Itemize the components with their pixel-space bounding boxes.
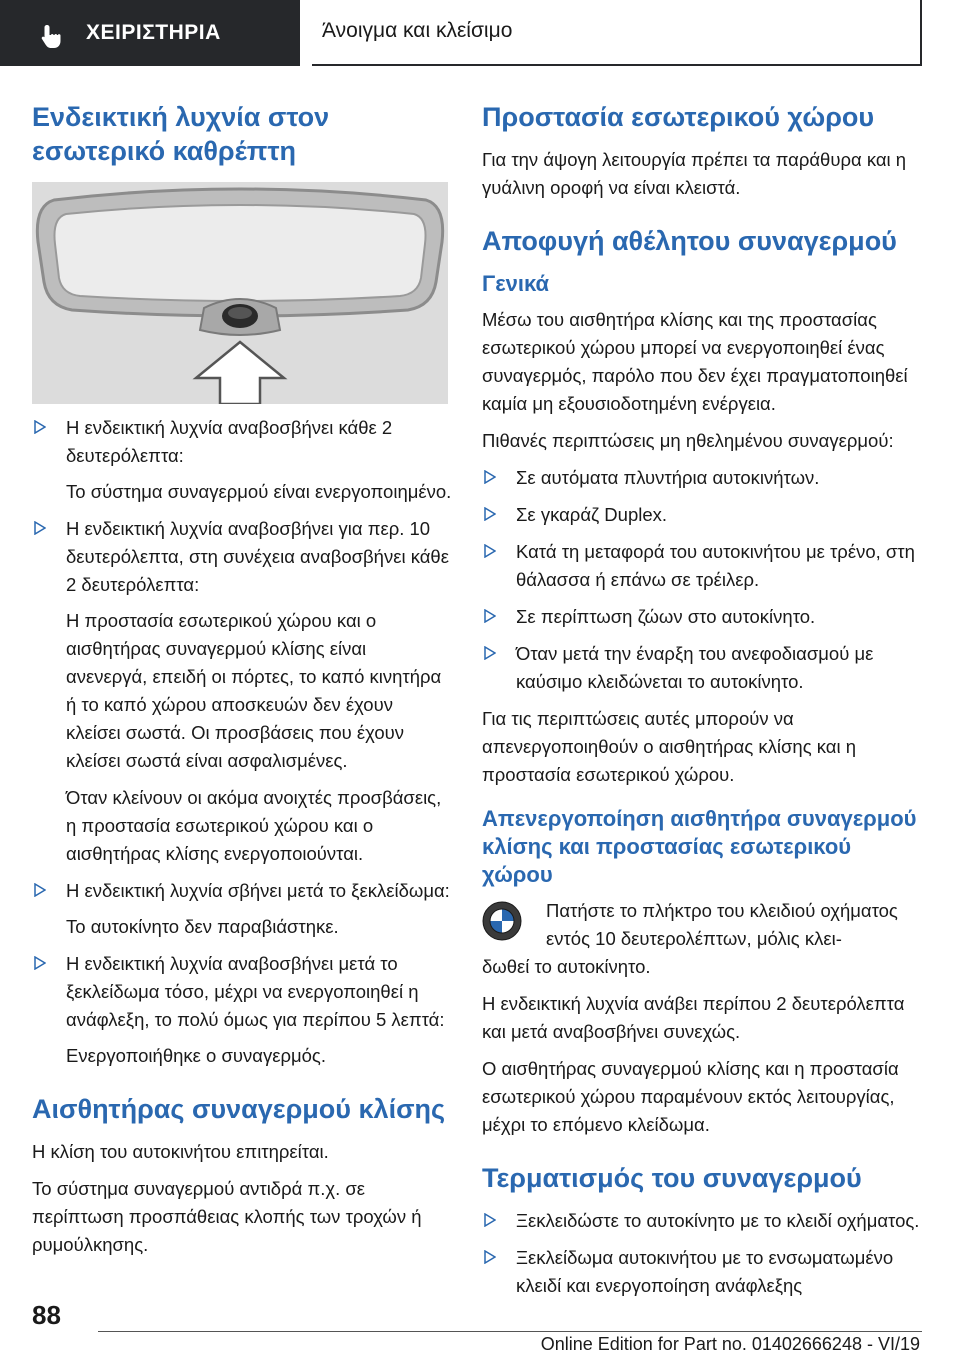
list-item-text: Η ενδεικτική λυχνία αναβοσβήνει μετά το ξεκλείδωμα τόσο, μέχρι να ενεργοποιηθεί η ανάφλεξη, το πολύ όμως για περίπου 5 λεπτά:	[66, 953, 445, 1030]
triangle-bullet-icon	[484, 609, 496, 623]
list-item-text: Ξεκλείδωμα αυτοκινήτου με το ενσωματωμένο κλειδί και ενεργοποίηση ανάφλεξης	[516, 1247, 894, 1296]
chapter-title: Άνοιγμα και κλείσιμο	[322, 19, 513, 42]
right-column	[482, 100, 922, 1309]
triangle-bullet-icon	[484, 1250, 496, 1264]
paragraph: Το σύστημα συναγερμού αντιδρά π.χ. σε περίπτωση προσπάθειας κλοπής των τροχών ή ρυμούλκησης.	[32, 1178, 422, 1255]
mirror-drawing	[32, 182, 448, 404]
list-item-result: Ενεργοποιήθηκε ο συναγερμός.	[66, 1045, 326, 1066]
list-item	[482, 603, 922, 631]
paragraph: Για την άψογη λειτουργία πρέπει τα παράθυρα και η γυάλινη οροφή να είναι κλειστά.	[482, 149, 907, 198]
paragraph: Η κλίση του αυτοκινήτου επιτηρείται.	[32, 1141, 329, 1162]
section-label: ΧΕΙΡΙΣΤΗΡΙΑ	[86, 21, 221, 44]
heading-deactivate: Απενεργοποίηση αισθητήρα συναγερμού κλίσης και προστασίας εσωτερικού χώρου	[482, 806, 917, 887]
triangle-bullet-icon	[34, 521, 46, 535]
paragraph: δωθεί το αυτοκίνητο.	[482, 956, 651, 977]
list-item-text: Σε περίπτωση ζώων στο αυτοκίνητο.	[516, 606, 816, 627]
pointing-hand-icon	[38, 22, 66, 50]
stop-alarm-list	[482, 1207, 922, 1300]
triangle-bullet-icon	[34, 420, 46, 434]
subheading-general: Γενικά	[482, 271, 550, 296]
triangle-bullet-icon	[484, 507, 496, 521]
list-item-text: Η ενδεικτική λυχνία αναβοσβήνει κάθε 2 δευτερόλεπτα:	[66, 417, 393, 466]
page-header	[0, 0, 960, 66]
list-item-text: Σε αυτόματα πλυντήρια αυτοκινήτων.	[516, 467, 820, 488]
footer-divider	[98, 1331, 922, 1332]
list-item-text: Κατά τη μεταφορά του αυτοκινήτου με τρένο, στη θάλασσα ή επάνω σε τρέιλερ.	[516, 541, 915, 590]
triangle-bullet-icon	[34, 883, 46, 897]
list-item	[482, 501, 922, 529]
key-instruction	[482, 897, 922, 981]
heading-stop-alarm: Τερματισμός του συναγερμού	[482, 1163, 862, 1193]
page-number: 88	[32, 1300, 61, 1330]
heading-interior-protection: Προστασία εσωτερικού χώρου	[482, 102, 875, 132]
paragraph: Πιθανές περιπτώσεις μη ηθελημένου συναγερμού:	[482, 430, 894, 451]
list-item-result: Το αυτοκίνητο δεν παραβιάστηκε.	[66, 916, 339, 937]
paragraph: Μέσω του αισθητήρα κλίσης και της προστασίας εσωτερικού χώρου μπορεί να ενεργοποιηθεί ένας συναγερμός, παρόλο που δεν έχει πραγματοποιηθεί καμία μη εξουσιοδοτημένη ενέργεια.	[482, 309, 908, 414]
list-item	[482, 1207, 922, 1235]
triangle-bullet-icon	[484, 544, 496, 558]
list-item-text: Όταν μετά την έναρξη του ανεφοδιασμού με καύσιμο κλειδώνεται το αυτοκίνητο.	[516, 643, 874, 692]
list-item-text: Η ενδεικτική λυχνία σβήνει μετά το ξεκλείδωμα:	[66, 880, 450, 901]
triangle-bullet-icon	[34, 956, 46, 970]
list-item	[482, 640, 922, 696]
rear-view-mirror-illustration	[32, 182, 448, 404]
false-alarm-list	[482, 464, 922, 696]
list-item-result: Όταν κλείνουν οι ακόμα ανοιχτές προσβάσεις, η προστασία εσωτερικού χώρου και ο αισθητήρας κλίσης ενεργοποιούνται.	[66, 787, 442, 864]
bmw-roundel-icon	[482, 901, 522, 941]
list-item	[32, 515, 452, 868]
list-item	[32, 414, 452, 506]
triangle-bullet-icon	[484, 646, 496, 660]
triangle-bullet-icon	[484, 1213, 496, 1227]
list-item-text: Η ενδεικτική λυχνία αναβοσβήνει για περ. 10 δευτερόλεπτα, στη συνέχεια αναβοσβήνει κάθε 2 δευτερόλεπτα:	[66, 518, 449, 595]
list-item	[482, 464, 922, 492]
list-item	[482, 1244, 922, 1300]
list-item	[32, 950, 452, 1070]
paragraph: Ο αισθητήρας συναγερμού κλίσης και η προστασία εσωτερικού χώρου παραμένουν εκτός λειτουργίας, μέχρι το επόμενο κλείδωμα.	[482, 1058, 899, 1135]
heading-tilt-sensor: Αισθητήρας συναγερμού κλίσης	[32, 1094, 446, 1124]
triangle-bullet-icon	[484, 470, 496, 484]
edition-note: Online Edition for Part no. 01402666248 - VI/19	[540, 1334, 920, 1354]
paragraph: Πατήστε το πλήκτρο του κλειδιού οχήματος εντός 10 δευτερολέπτων, μόλις κλει-	[546, 900, 898, 949]
list-item-result: Το σύστημα συναγερμού είναι ενεργοποιημένο.	[66, 481, 452, 502]
paragraph: Η ενδεικτική λυχνία ανάβει περίπου 2 δευτερόλεπτα και μετά αναβοσβήνει συνεχώς.	[482, 993, 905, 1042]
chapter-box	[312, 0, 922, 66]
list-item	[32, 877, 452, 941]
heading-indicator-light: Ενδεικτική λυχνία στον εσωτερικό καθρέπτη	[32, 102, 330, 166]
list-item-text: Σε γκαράζ Duplex.	[516, 504, 668, 525]
section-tab	[0, 0, 300, 66]
list-item-text: Ξεκλειδώστε το αυτοκίνητο με το κλειδί οχήματος.	[516, 1210, 920, 1231]
indicator-list	[32, 414, 452, 1070]
left-column	[32, 100, 452, 1268]
paragraph: Για τις περιπτώσεις αυτές μπορούν να απενεργοποιηθούν ο αισθητήρας κλίσης και η προστασία εσωτερικού χώρου.	[482, 708, 857, 785]
list-item-result: Η προστασία εσωτερικού χώρου και ο αισθητήρας συναγερμού κλίσης είναι ανενεργά, επειδή οι πόρτες, το καπό κινητήρα ή το καπό χώρου αποσκευών δεν έχουν κλείσει σωστά. Οι προσβάσεις που έχουν κλείσει σωστά είναι ασφαλισμένες.	[66, 610, 442, 771]
heading-avoid-false-alarm: Αποφυγή αθέλητου συναγερμού	[482, 226, 897, 256]
list-item	[482, 538, 922, 594]
